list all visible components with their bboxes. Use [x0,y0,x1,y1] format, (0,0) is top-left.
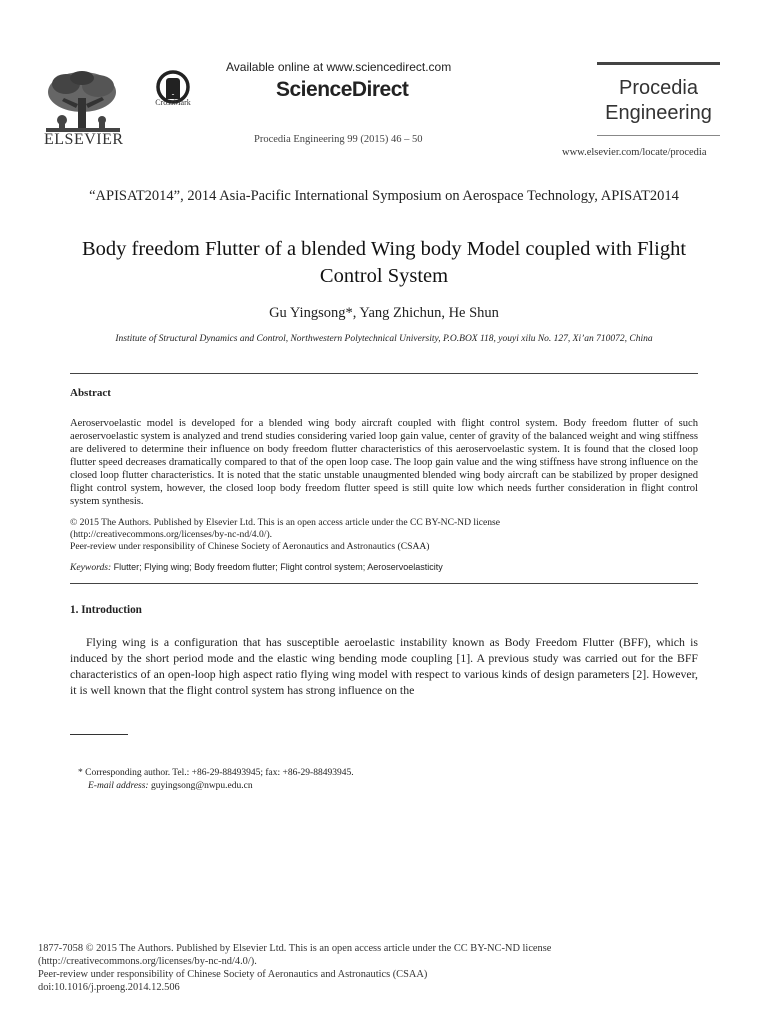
introduction-text: Flying wing is a configuration that has susceptible aeroelastic instability known as Body Freedom Flutter (BFF), which is induced by the short period mode and the elastic wing bending mode coupling [1]. A previous study was carried out for the BFF characteristics of an open-loop high aspect ratio flying wing model with respect to various kinds of design parameters [2]. However, it is well known that the flight control system has strong influence on the [70,635,698,697]
journal-name-line2: Engineering [605,102,712,124]
license-link[interactable]: (http://creativecommons.org/licenses/by-nc-nd/4.0/). [70,529,273,540]
journal-name-line1: Procedia [619,77,698,99]
available-online-text: Available online at www.sciencedirect.com [226,60,452,74]
abstract-bottom-rule [70,583,698,584]
peer-review-note: Peer-review under responsibility of Chinese Society of Aeronautics and Astronautics (CSAA) [70,541,430,552]
abstract-top-rule [70,373,698,374]
keywords-list: Flutter; Flying wing; Body freedom flutter; Flight control system; Aeroservoelasticity [113,562,443,572]
footer-license-link[interactable]: (http://creativecommons.org/licenses/by-nc-nd/4.0/). [38,956,257,967]
footer-peer-review: Peer-review under responsibility of Chinese Society of Aeronautics and Astronautics (CSAA) [38,969,428,980]
sciencedirect-logo-text: ScienceDirect [276,78,409,101]
abstract-copyright [70,517,698,553]
journal-url-link[interactable]: www.elsevier.com/locate/procedia [562,147,707,158]
keywords-label: Keywords: [70,562,112,573]
copyright-line: © 2015 The Authors. Published by Elsevier Ltd. This is an open access article under the CC BY-NC-ND license [70,517,501,528]
author-affiliation: Institute of Structural Dynamics and Control, Northwestern Polytechnical University, P.O.BOX 118, youyi xilu No. 127, Xi’an 710072, China [115,334,653,344]
email-address[interactable]: guyingsong@nwpu.edu.cn [150,781,253,791]
publisher-name: ELSEVIER [44,131,124,148]
paper-authors: Gu Yingsong*, Yang Zhichun, He Shun [269,305,499,321]
corresponding-author-note: * Corresponding author. Tel.: +86-29-88493945; fax: +86-29-88493945. [78,768,354,778]
journal-name [597,76,720,126]
footnote-rule [70,734,128,735]
footer-issn-copyright: 1877-7058 © 2015 The Authors. Published by Elsevier Ltd. This is an open access article under the CC BY-NC-ND license [38,943,552,954]
crossmark-label: CrossMark [155,98,191,107]
abstract-heading: Abstract [70,387,111,399]
abstract-text: Aeroservoelastic model is developed for a blended wing body aircraft coupled with flight control system. Body freedom flutter of such aeroservoelastic system is analyzed and trend studies considering varied loop gain value, center of gravity of the balanced weight and wing stiffness are delivered to determine their influence on body freedom flutter characteristics of this aeroservoelastic system. It is found that the closed loop flutter speed decreases dramatically compared to that of the open loop case. The loop gain value and the wing stiffness have strong influence on the closed loop flutter characteristics. It is noted that the static unstable unaugmented blended wing body aircraft can be stabilized by proper designed flight control system, however, the closed loop body freedom flutter speed is still quite low which needs further consideration in flight control system synthesis. [70,418,698,507]
page-footer [38,942,728,994]
conference-name: “APISAT2014”, 2014 Asia-Pacific International Symposium on Aerospace Technology, APISAT2014 [89,188,679,204]
paper-title: Body freedom Flutter of a blended Wing body Model coupled with Flight Control System [81,238,687,287]
journal-box-top-rule [597,62,720,65]
journal-box-bottom-rule [597,135,720,136]
footer-doi[interactable]: doi:10.1016/j.proeng.2014.12.506 [38,982,180,993]
email-label: E-mail address: [88,781,149,791]
journal-citation: Procedia Engineering 99 (2015) 46 – 50 [254,134,423,145]
keywords [70,562,698,573]
email-footnote [88,781,253,791]
section-heading-introduction: 1. Introduction [70,604,142,616]
